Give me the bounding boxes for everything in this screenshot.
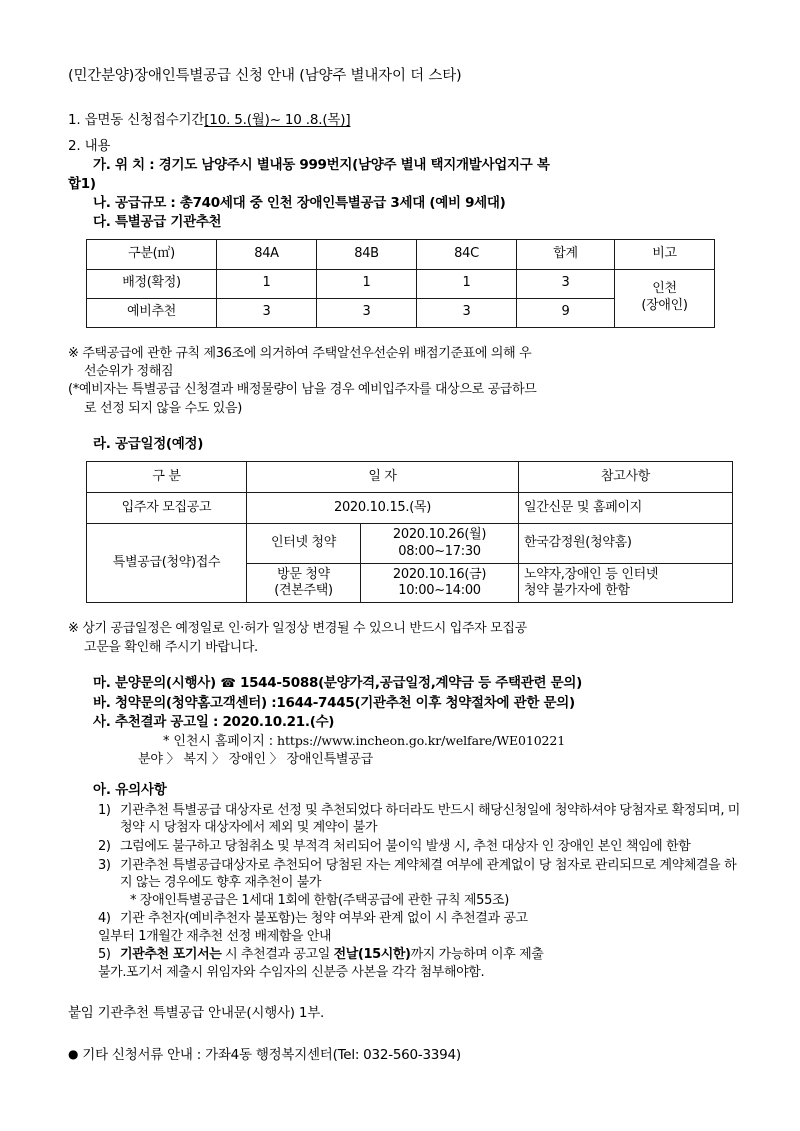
cell-announcement-remark: 일간신문 및 홈페이지	[519, 493, 733, 524]
notice-5-bold-a: 기관추천 포기서는	[120, 947, 222, 963]
cell-internet-remark: 한국감정원(청약홈)	[519, 524, 733, 564]
notice-3-line-2: 첨자로 관리되므로 계약체결을 하지 않는 경우에도 향후 재추천이 불가	[120, 857, 737, 891]
cell-assigned-84c: 1	[417, 269, 517, 298]
th-division: 구 분	[87, 462, 247, 493]
section-1-label: 1. 읍면동 신청접수기간	[68, 111, 205, 128]
website-label: * 인천시 홈페이지 :	[163, 733, 273, 749]
section-2e-label: 마. 분양문의(시행사)	[93, 675, 216, 692]
section-2g-result-date	[68, 713, 740, 732]
internet-date-line-2: 08:00~17:30	[398, 543, 481, 559]
notice-3-num: 3)	[98, 857, 111, 873]
cell-type-internet: 인터넷 청약	[247, 524, 361, 564]
breadcrumb: 분야 〉 복지 〉 장애인 〉 장애인특별공급	[138, 752, 374, 768]
visit-date-line-1: 2020.10.16(금)	[392, 566, 487, 582]
section-1-application-period	[68, 111, 740, 130]
list-item	[98, 910, 740, 945]
row-label-reserve: 예비추천	[87, 298, 217, 327]
cell-reserve-84a: 3	[217, 298, 317, 327]
other-documents-line	[68, 1046, 740, 1065]
page-title: (민간분양)장애인특별공급 신청 안내 (남양주 별내자이 더 스타)	[68, 68, 462, 84]
section-2g-label: 사. 추천결과 공고일 :	[93, 713, 219, 730]
notice-5-num: 5)	[98, 947, 111, 963]
list-item	[98, 946, 740, 981]
section-2a-value: 경기도 남양주시 별내동 999번지(남양주 별내 택지개발사업지구 복	[158, 156, 550, 173]
section-2-label: 2. 내용	[68, 137, 111, 154]
notice-3-line-1: 기관추천 특별공급대상자로 추천되어 당첨된 자는 계약체결 여부에 관계없이 당	[120, 857, 552, 873]
notice-4-line-1: 기관 추천자(예비추천자 불포함)는 청약 여부와 관계 없이 시 추천결과 공고	[120, 911, 528, 927]
th-84c: 84C	[417, 239, 517, 269]
th-84b: 84B	[317, 239, 417, 269]
section-2h-label: 아. 유의사항	[93, 781, 167, 798]
reserve-note-line-1: (*예비자는 특별공급 신청결과 배정물량이 남을 경우 예비입주자를 대상으로 공급하므	[68, 382, 537, 398]
section-2d-label: 라. 공급일정(예정)	[93, 436, 204, 453]
reserve-note-line-2: 로 선정 되지 않을 수도 있음)	[84, 400, 242, 416]
section-2a-label: 가. 위 치 :	[93, 156, 155, 173]
section-2e-phone: 1544-5088	[240, 675, 319, 692]
cell-assigned-84b: 1	[317, 269, 417, 298]
section-2e-detail: (분양가격,공급일정,계약금 등 주택관련 문의)	[318, 675, 582, 692]
row-label-announcement: 입주자 모집공고	[87, 493, 247, 524]
notice-5-mid: 시 추천결과 공고일	[221, 947, 334, 963]
th-remark: 비고	[615, 239, 715, 269]
schedule-note-line-1: ※ 상기 공급일정은 예정일로 인·허가 일정상 변경될 수 있으니 반드시 입주자 모집공	[68, 621, 527, 637]
document-content	[68, 66, 740, 1065]
contact-block	[68, 674, 740, 731]
internet-date-line-1: 2020.10.26(월)	[392, 527, 487, 543]
cell-announcement-date: 2020.10.15.(목)	[247, 493, 519, 524]
list-item	[98, 857, 740, 910]
notice-2-num: 2)	[98, 839, 111, 855]
rule-note-line-2: 선순위가 정해짐	[84, 363, 174, 379]
th-remarks: 참고사항	[519, 462, 733, 493]
section-1-period: [10. 5.(월)~ 10 .8.(목)]	[204, 111, 351, 128]
notice-5-line-2: 불가.포기서 제출시 위임자와 수임자의 신분증 사본을 각각 첨부해야함.	[98, 964, 485, 980]
cell-visit-date	[361, 563, 519, 603]
table-row	[87, 269, 715, 298]
incheon-website-line	[68, 732, 740, 751]
notice-list	[68, 802, 740, 981]
visit-type-line-1: 방문 청약	[277, 566, 330, 582]
section-2b-value: 총740세대 중 인천 장애인특별공급 3세대 (예비 9세대)	[179, 195, 506, 212]
rule-note-line-1: ※ 주택공급에 관한 규칙 제36조에 의거하여 주택알선우선순위 배점기준표에 의해 우	[68, 345, 532, 361]
th-84a: 84A	[217, 239, 317, 269]
notice-5-bold-b: 전날(15시한)	[333, 947, 411, 963]
cell-visit-remark	[519, 563, 733, 603]
notice-5-line-1-end: 까지 가능하며 이후 제출	[410, 947, 544, 963]
cell-assigned-total: 3	[517, 269, 615, 298]
visit-type-line-2: (견본주택)	[274, 583, 333, 599]
phone-icon: ☎	[220, 675, 236, 691]
section-2a-location	[68, 156, 740, 175]
list-item	[98, 802, 740, 837]
th-division: 구분(㎡)	[87, 239, 217, 269]
notice-2-line-2: 인 장애인 본인 책임에 한함	[541, 839, 691, 855]
notice-1-num: 1)	[98, 802, 111, 818]
section-2g-value: 2020.10.21.(수)	[222, 713, 335, 730]
supply-allocation-table	[86, 239, 715, 328]
notice-1-line-1: 기관추천 특별공급 대상자로 선정 및 추천되었다 하더라도 반드시 해당신청일에	[120, 802, 552, 818]
table-row-header	[87, 239, 715, 269]
visit-remark-line-2: 청약 불가자에 한함	[524, 583, 630, 599]
filled-circle-icon: ●	[68, 1046, 79, 1061]
notice-4-line-2: 일부터 1개월간 재추천 선정 배제함을 안내	[98, 928, 332, 944]
section-2a-value-wrap: 합1)	[68, 176, 96, 193]
th-date: 일 자	[247, 462, 519, 493]
list-item	[98, 838, 740, 856]
section-2c-label: 다. 특별공급 기관추천	[93, 214, 222, 231]
cell-reserve-total: 9	[517, 298, 615, 327]
remark-line-1: 인천	[652, 281, 677, 297]
notice-2-line-1: 그럼에도 불구하고 당첨취소 및 부적격 처리되어 불이익 발생 시, 추천 대상자	[120, 839, 538, 855]
cell-assigned-84a: 1	[217, 269, 317, 298]
supply-schedule-table	[86, 461, 733, 603]
other-documents-text: 기타 신청서류 안내 : 가좌4동 행정복지센터(Tel: 032-560-3394)	[82, 1046, 461, 1063]
notice-3-star-note: * 장애인특별공급은 1세대 1회에 한함(주택공급에 관한 규칙 제55조)	[130, 892, 509, 908]
cell-reserve-84c: 3	[417, 298, 517, 327]
section-2f-detail: (기관추천 이후 청약절차에 관한 문의)	[354, 694, 575, 711]
cell-group-special-supply: 특별공급(청약)접수	[87, 524, 247, 603]
visit-date-line-2: 10:00~14:00	[398, 583, 481, 599]
notice-1-line-2: 청약하셔야 당첨자로 확정되며, 미청약 시 당첨자 대상자에서 제외 및 계약이	[120, 802, 740, 836]
schedule-note-line-2: 고문을 확인해 주시기 바랍니다.	[84, 639, 258, 655]
table-row	[87, 493, 733, 524]
table-row	[87, 524, 733, 564]
visit-remark-line-1: 노약자,장애인 등 인터넷	[524, 566, 659, 582]
cell-internet-date	[361, 524, 519, 564]
cell-type-visit	[247, 563, 361, 603]
section-2f-subscription-inquiry	[68, 694, 740, 713]
section-2e-sales-inquiry	[68, 674, 740, 693]
row-label-assigned: 배정(확정)	[87, 269, 217, 298]
cell-remark-incheon	[615, 269, 715, 327]
table-row-header	[87, 462, 733, 493]
th-total: 합계	[517, 239, 615, 269]
website-url[interactable]: https://www.incheon.go.kr/welfare/WE010221	[277, 732, 566, 748]
attachment-line: 붙임 기관추천 특별공급 안내문(시행사) 1부.	[68, 1005, 325, 1022]
cell-reserve-84b: 3	[317, 298, 417, 327]
remark-line-2: (장애인)	[641, 298, 688, 314]
notice-1-line-3: 불가	[352, 820, 378, 836]
notice-4-num: 4)	[98, 911, 111, 927]
section-2f-phone: :1644-7445	[271, 694, 355, 711]
section-2b-scale	[68, 194, 740, 213]
section-2b-label: 나. 공급규모 :	[93, 195, 176, 212]
section-2f-label: 바. 청약문의(청약홈고객센터)	[93, 694, 267, 711]
